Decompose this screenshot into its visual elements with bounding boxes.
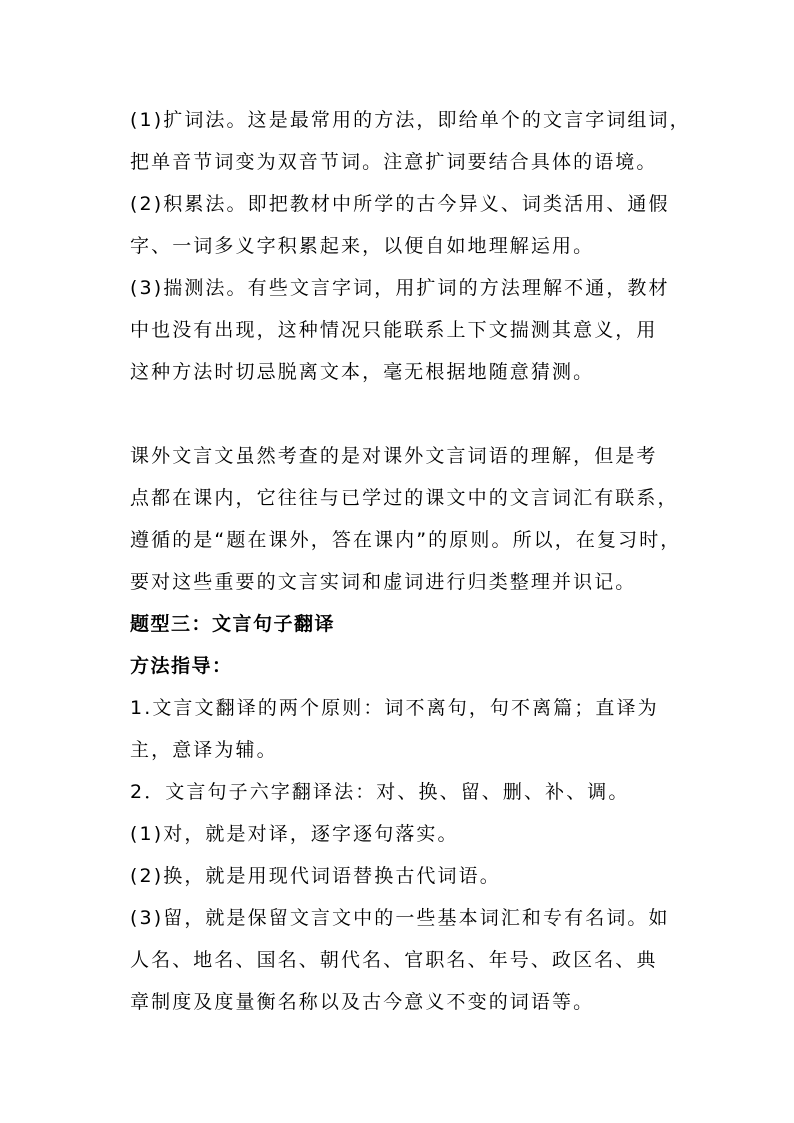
text-line: 人名、地名、国名、朝代名、官职名、年号、政区名、典 <box>130 949 658 971</box>
text-line: 这种方法时切忌脱离文本，毫无根据地随意猜测。 <box>130 361 595 383</box>
text-line: 字、一词多义字积累起来，以便自如地理解运用。 <box>130 235 595 257</box>
text-line-method-dui: (1)对，就是对译，逐字逐句落实。 <box>130 823 459 845</box>
text-line: 要对这些重要的文言实词和虚词进行归类整理并识记。 <box>130 571 637 593</box>
section-heading: 题型三：文言句子翻译 <box>130 613 336 635</box>
subsection-heading: 方法指导： <box>130 655 233 677</box>
text-line-expand-method: (1)扩词法。这是最常用的方法，即给单个的文言字词组词， <box>130 109 691 131</box>
text-line-method-huan: (2)换，就是用现代词语替换古代词语。 <box>130 865 501 887</box>
text-line: 章制度及度量衡名称以及古今意义不变的词语等。 <box>130 991 595 1013</box>
text-line-six-methods: 2．文言句子六字翻译法：对、换、留、删、补、调。 <box>130 781 630 803</box>
text-line: 主，意译为辅。 <box>130 739 278 761</box>
text-line: 点都在课内，它往往与已学过的课文中的文言词汇有联系， <box>130 487 679 509</box>
text-line-paragraph-start: 课外文言文虽然考查的是对课外文言词语的理解，但是考 <box>130 445 658 467</box>
text-line: 遵循的是“题在课外，答在课内”的原则。所以，在复习时， <box>130 529 682 551</box>
text-line-accumulate-method: (2)积累法。即把教材中所学的古今异义、词类活用、通假 <box>130 193 670 215</box>
text-line: 中也没有出现，这种情况只能联系上下文揣测其意义，用 <box>130 319 658 341</box>
text-line: 把单音节词变为双音节词。注意扩词要结合具体的语境。 <box>130 151 658 173</box>
text-line-method-liu: (3)留，就是保留文言文中的一些基本词汇和专有名词。如 <box>130 907 670 929</box>
text-line-principle: 1.文言文翻译的两个原则：词不离句，句不离篇；直译为 <box>130 697 659 719</box>
text-line-guess-method: (3)揣测法。有些文言字词，用扩词的方法理解不通，教材 <box>130 277 670 299</box>
